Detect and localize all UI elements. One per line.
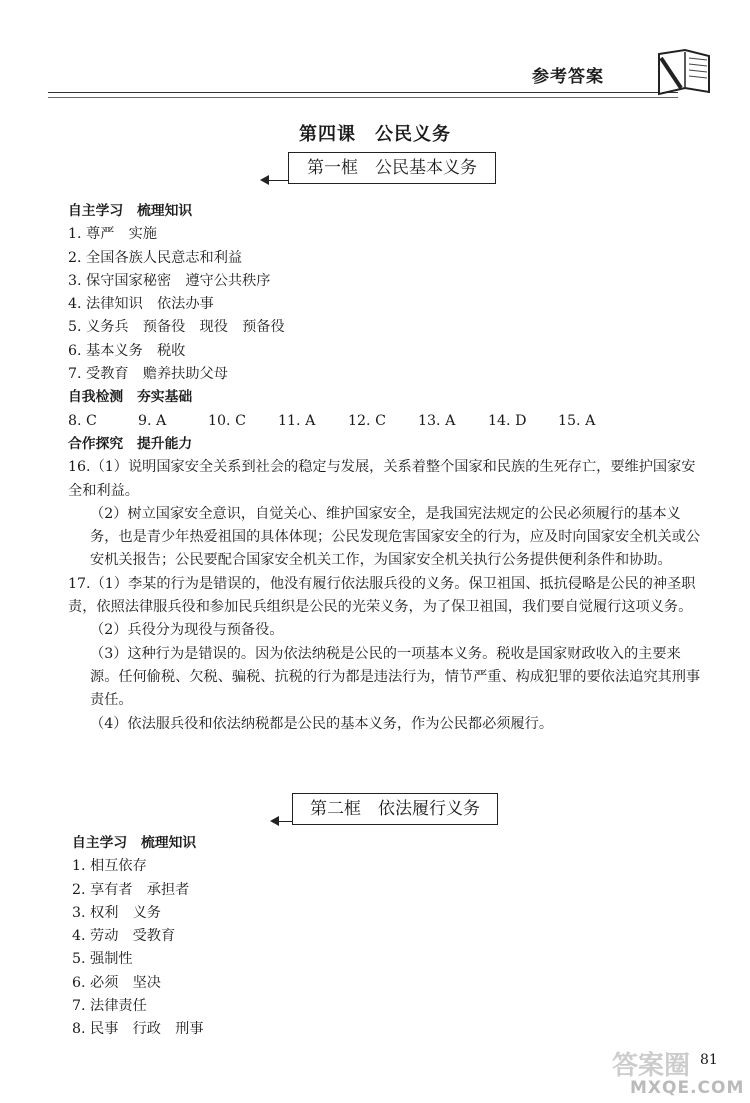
answer-paragraph: （2）树立国家安全意识，自觉关心、维护国家安全，是我国宪法规定的公民必须履行的基本义务，也是青少年热爱祖国的具体体现；公民发现危害国家安全的行为，应及时向国家安全机关或公安机关报告；公民要配合国家安全机关工作，为国家安全机关执行公务提供便利条件和协助。 — [90, 505, 701, 569]
list-item: 6. 必须 坚决 — [72, 974, 161, 991]
frame1-arrow-icon — [262, 180, 288, 181]
list-item: 8. 民事 行政 刑事 — [72, 1021, 204, 1038]
list-item: 3. 权利 义务 — [72, 904, 161, 921]
watermark-url: MXQE.COM — [630, 1078, 745, 1098]
list-item: 4. 劳动 受教育 — [72, 928, 176, 945]
section-title: 自我检测 夯实基础 — [68, 389, 193, 406]
mc-answer: 12. C — [348, 412, 386, 429]
watermark-logo: 答案圈 — [612, 1051, 691, 1081]
section-title: 自主学习 梳理知识 — [72, 835, 197, 851]
list-item: 4. 法律知识 依法办事 — [68, 296, 214, 313]
part1-content — [68, 200, 708, 736]
mc-answer: 14. D — [488, 412, 527, 429]
frame2-title: 第二框 依法履行义务 — [292, 793, 498, 825]
mc-answer: 9. A — [138, 412, 167, 429]
mc-answer: 10. C — [208, 412, 246, 429]
mc-answers — [68, 410, 708, 433]
mc-answer: 11. A — [278, 412, 316, 429]
list-item: 2. 享有者 承担者 — [72, 881, 190, 898]
book-icon — [655, 48, 713, 98]
section-title: 合作探究 提升能力 — [68, 435, 193, 452]
answer-paragraph: 16.（1）说明国家安全关系到社会的稳定与发展，关系着整个国家和民族的生死存亡，要维护国家安全和利益。 — [68, 459, 696, 499]
section-title: 自主学习 梳理知识 — [68, 203, 193, 219]
page-header — [0, 0, 750, 110]
list-item: 3. 保守国家秘密 遵守公共秩序 — [68, 272, 271, 289]
mc-answer: 8. C — [68, 412, 97, 429]
list-item: 7. 受教育 赡养扶助父母 — [68, 366, 228, 383]
list-item: 1. 相互依存 — [72, 858, 147, 875]
part2-content — [72, 832, 712, 1042]
list-item: 6. 基本义务 税收 — [68, 342, 186, 359]
frame2-arrow-icon — [272, 821, 292, 822]
list-item: 5. 强制性 — [72, 951, 133, 968]
frame1-title: 第一框 公民基本义务 — [288, 152, 496, 184]
page-number: 81 — [700, 1052, 718, 1068]
answer-paragraph: 17.（1）李某的行为是错误的，他没有履行依法服兵役的义务。保卫祖国、抵抗侵略是公民的神圣职责，依照法律服兵役和参加民兵组织是公民的光荣义务，为了保卫祖国，我们要自觉履行这项义务。 — [68, 575, 696, 616]
mc-answer: 13. A — [418, 412, 456, 429]
list-item: 2. 全国各族人民意志和利益 — [68, 249, 243, 266]
lesson-title: 第四课 公民义务 — [299, 124, 451, 145]
answer-paragraph: （2）兵役分为现役与预备役。 — [90, 622, 284, 639]
header-rule — [48, 92, 678, 93]
list-item: 7. 法律责任 — [72, 998, 147, 1015]
answer-paragraph: （4）依法服兵役和依法纳税都是公民的基本义务，作为公民都必须履行。 — [90, 715, 554, 732]
header-title: 参考答案 — [532, 67, 604, 87]
header-rule-secondary — [48, 97, 678, 98]
answer-paragraph: （3）这种行为是错误的。因为依法纳税是公民的一项基本义务。税收是国家财政收入的主要来源。任何偷税、欠税、骗税、抗税的行为都是违法行为，情节严重、构成犯罪的要依法追究其刑事责任。 — [90, 645, 701, 709]
list-item: 1. 尊严 实施 — [68, 226, 157, 243]
mc-answer: 15. A — [558, 412, 596, 429]
list-item: 5. 义务兵 预备役 现役 预备役 — [68, 319, 285, 336]
